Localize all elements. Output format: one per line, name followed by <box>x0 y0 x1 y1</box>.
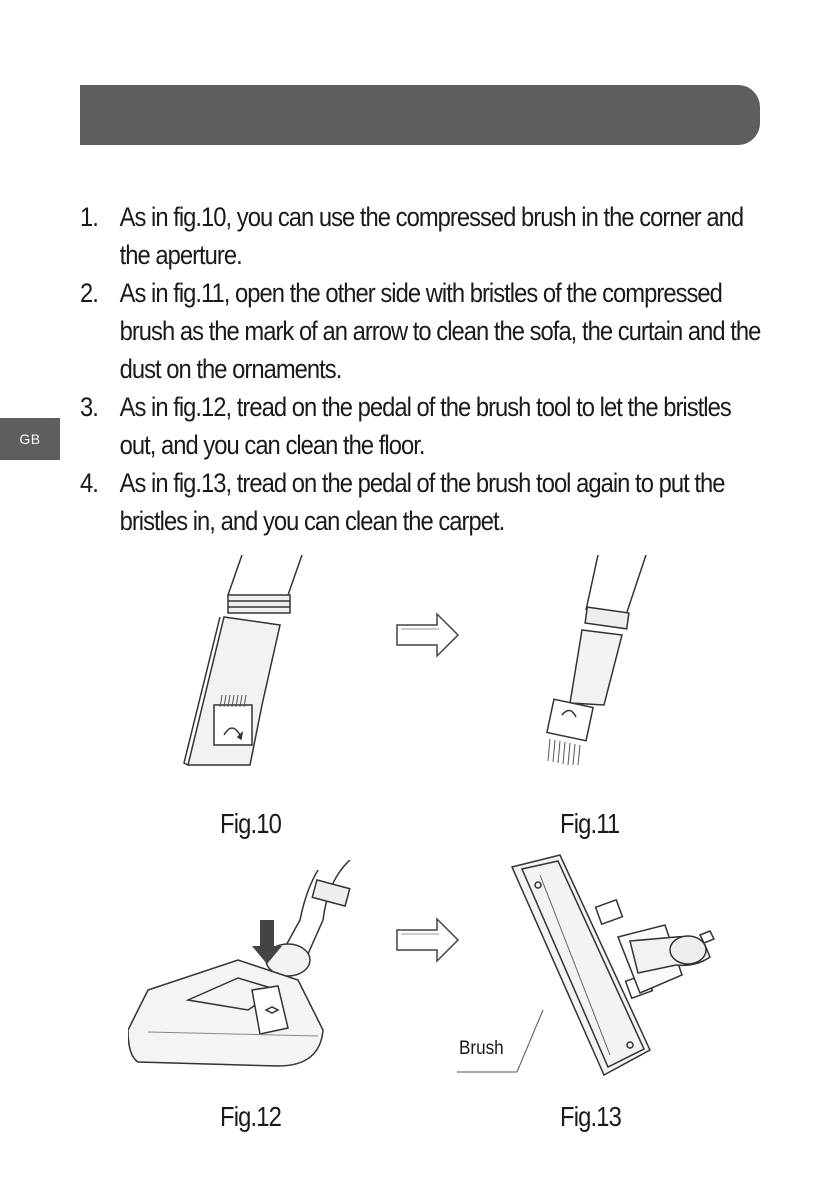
instruction-step-2 <box>80 274 771 388</box>
figure-11-illustration <box>530 555 660 775</box>
arrow-right-icon <box>395 612 461 658</box>
step-number: 3. <box>80 392 98 422</box>
instruction-step-3 <box>80 388 771 464</box>
language-tab-label: GB <box>19 431 41 447</box>
arrow-right-icon <box>395 917 461 963</box>
instruction-step-4 <box>80 464 771 540</box>
figure-10-caption: Fig.10 <box>220 808 282 839</box>
figure-11-caption: Fig.11 <box>560 808 620 839</box>
instruction-list <box>80 198 770 540</box>
instruction-step-1 <box>80 198 771 274</box>
step-number: 4. <box>80 468 98 498</box>
figure-12-illustration <box>128 860 368 1070</box>
step-text: As in fig.10, you can use the compressed brush in the corner and the aperture. <box>119 202 744 270</box>
step-text: As in fig.11, open the other side with bristles of the compressed brush as the mark of an arrow to clean the sofa, the curtain and the dust on the ornaments. <box>119 278 761 384</box>
figure-13-caption: Fig.13 <box>560 1101 622 1132</box>
step-number: 2. <box>80 278 98 308</box>
figure-10-illustration <box>180 555 310 775</box>
language-tab <box>0 418 60 460</box>
step-number: 1. <box>80 202 98 232</box>
step-text: As in fig.13, tread on the pedal of the brush tool again to put the bristles in, and you can clean the carpet. <box>119 468 725 536</box>
figure-12-caption: Fig.12 <box>220 1101 282 1132</box>
step-text: As in fig.12, tread on the pedal of the brush tool to let the bristles out, and you can clean the floor. <box>119 392 731 460</box>
brush-label: Brush <box>459 1038 504 1059</box>
header-bar <box>80 85 760 145</box>
